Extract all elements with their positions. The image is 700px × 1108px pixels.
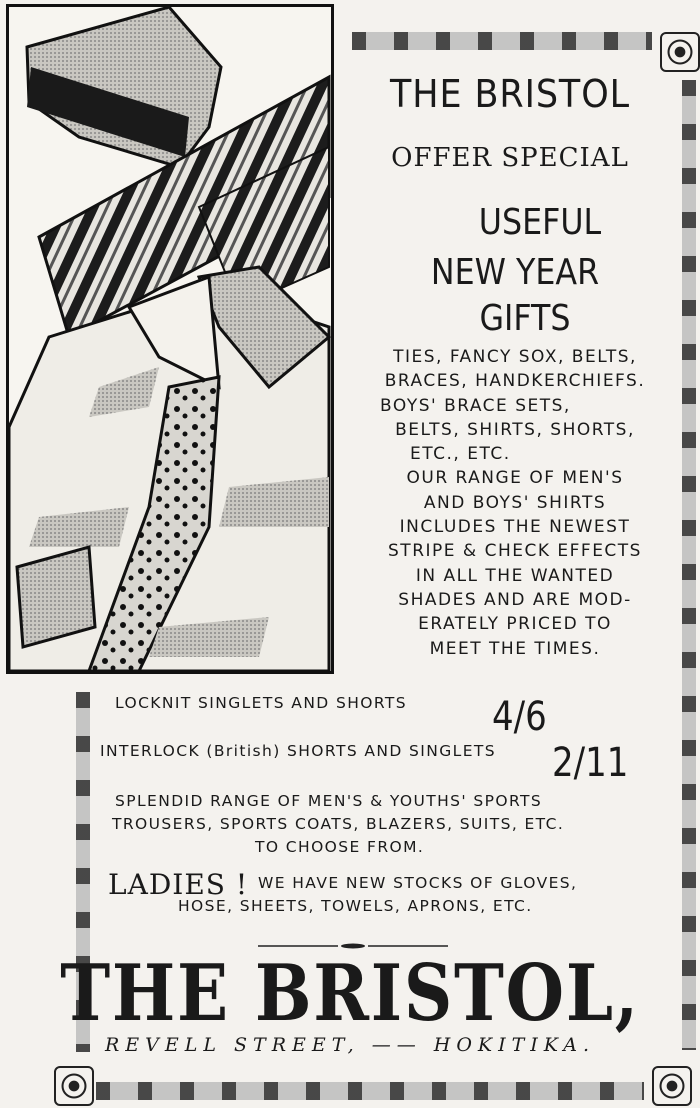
headline-line-1: USEFUL	[478, 202, 602, 243]
body-line: IN ALL THE WANTED	[415, 565, 615, 586]
ladies-prefix: LADIES !	[108, 868, 249, 901]
headline-line-2: NEW YEAR	[430, 252, 600, 293]
offer-subtitle: OFFER SPECIAL	[391, 143, 629, 173]
item-label-interlock: INTERLOCK (British) SHORTS AND SINGLETS	[100, 742, 496, 760]
body-line: BRACES, HANDKERCHIEFS.	[384, 371, 646, 392]
sports-line-3: TO CHOOSE FROM.	[255, 838, 425, 856]
ladies-line-1: WE HAVE NEW STOCKS OF GLOVES,	[258, 874, 578, 892]
sports-line-1: SPLENDID RANGE OF MEN'S & YOUTHS' SPORTS	[115, 792, 543, 810]
body-copy	[350, 345, 680, 661]
item-label-locknit: LOCKNIT SINGLETS AND SHORTS	[115, 694, 408, 712]
footer-store-name: THE BRISTOL,	[60, 948, 640, 1039]
divider-ornament-icon	[258, 934, 448, 940]
body-line: MEET THE TIMES.	[429, 638, 601, 659]
top-border	[352, 32, 652, 50]
bottom-border	[96, 1082, 644, 1100]
body-line: ERATELY PRICED TO	[418, 614, 612, 635]
body-line: AND BOYS' SHIRTS	[423, 492, 607, 513]
headline-line-3: GIFTS	[479, 298, 571, 339]
body-line: BELTS, SHIRTS, SHORTS,	[395, 419, 635, 440]
ladies-line-2: HOSE, SHEETS, TOWELS, APRONS, ETC.	[178, 897, 533, 915]
body-line: SHADES AND ARE MOD-	[398, 589, 632, 610]
ornament-icon	[660, 32, 700, 72]
body-line: STRIPE & CHECK EFFECTS	[388, 541, 642, 562]
footer-address: REVELL STREET, —— HOKITIKA.	[105, 1034, 595, 1056]
ornament-icon	[652, 1066, 692, 1106]
body-line: BOYS' BRACE SETS,	[380, 395, 571, 416]
body-line: ETC., ETC.	[410, 444, 511, 465]
item-price-locknit: 4/6	[492, 694, 547, 740]
ornament-icon	[54, 1066, 94, 1106]
clothing-illustration	[6, 4, 334, 674]
store-title: THE BRISTOL	[389, 72, 631, 116]
body-line: OUR RANGE OF MEN'S	[406, 468, 624, 489]
body-line: INCLUDES THE NEWEST	[399, 517, 631, 538]
clothing-illustration-svg	[9, 7, 331, 671]
body-line: TIES, FANCY SOX, BELTS,	[393, 347, 637, 367]
item-price-interlock: 2/11	[552, 740, 629, 786]
sports-line-2: TROUSERS, SPORTS COATS, BLAZERS, SUITS, ETC.	[112, 815, 565, 833]
